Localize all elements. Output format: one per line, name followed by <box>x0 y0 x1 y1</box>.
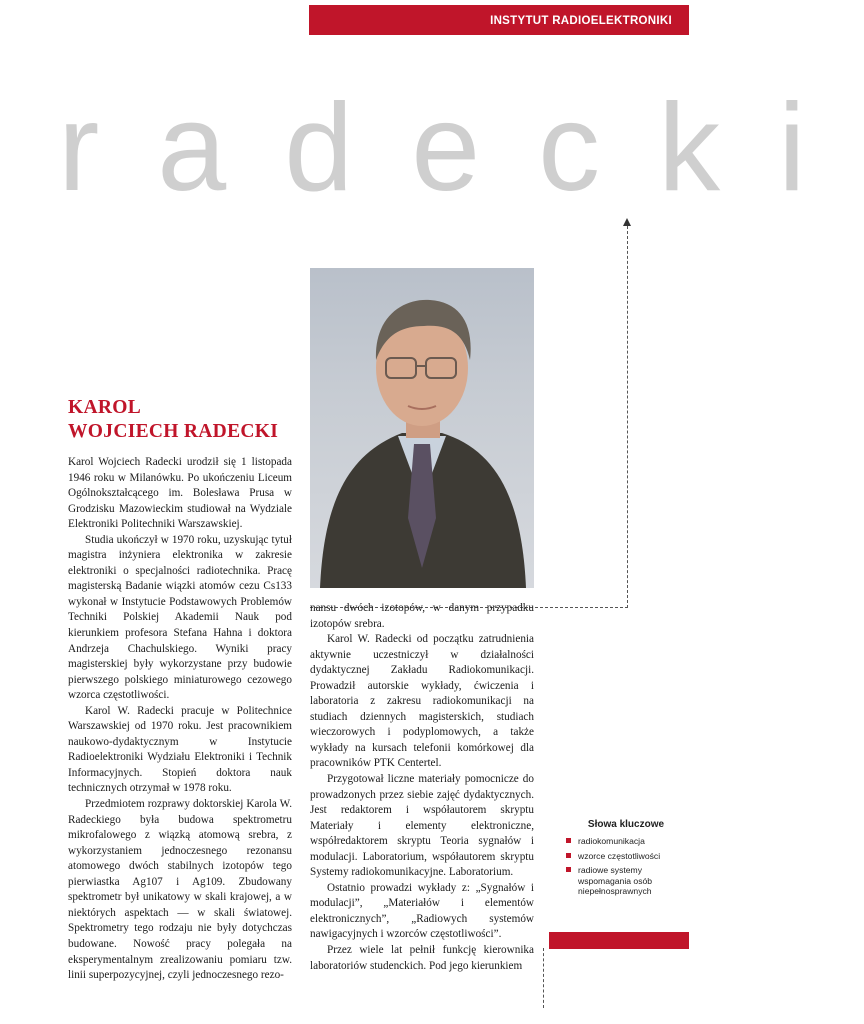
bullet-square-icon <box>566 838 571 843</box>
portrait-photo <box>310 268 534 588</box>
left-text-column <box>68 455 292 984</box>
paragraph: Karol W. Radecki od początku zatrudnienia aktywnie uczestniczył w działalności dydaktycznej Zakładu Radiokomunikacji. Prowadził autorskie wykłady, ćwiczenia i laboratoria z zakresu radiokomunikacji na studiach dziennych magisterskich, studiach wieczorowych i podyplomowych, a także wykłady na kursach telefonii komórkowej dla pracowników PTK Centertel. <box>310 633 534 770</box>
arrow-up-icon <box>623 218 631 226</box>
dashed-guide-bottom <box>543 948 544 1008</box>
institute-header-bar <box>309 5 689 35</box>
institute-label: INSTYTUT RADIOELEKTRONIKI <box>490 15 672 27</box>
keyword-text: radiokomunikacja <box>578 836 645 847</box>
surname-banner: radecki <box>58 79 864 217</box>
keyword-item <box>566 851 686 861</box>
paragraph: Przez wiele lat pełnił funkcję kierownika laboratoriów studenckich. Pod jego kierunkiem <box>310 944 534 972</box>
paragraph: Przygotował liczne materiały pomocnicze do prowadzonych przez siebie zajęć dydaktycznych. Jest redaktorem i współautorem skryptu Materiały i elementy elektroniczne, współredaktorem skryptu Teoria sygnałów i modulacji. Laboratorium, współautorem skryptu Systemy radiokomunikacyjne. Laboratorium. <box>310 773 534 879</box>
bullet-square-icon <box>566 853 571 858</box>
keyword-text: radiowe systemy wspomagania osób niepełnosprawnych <box>578 865 653 897</box>
paragraph: Studia ukończył w 1970 roku, uzyskując tytuł magistra inżyniera elektronika w zakresie elektroniki o specjalności radiotechnika. Pracę magisterską Badanie wiązki atomów cezu Cs133 wykonał w Instytucie Podstawowych Problemów Techniki Polskiej Akademii Nauk pod kierunkiem profesora Stefana Hahna i doktora Andrzeja Chachulskiego. Wyniki pracy magisterskiej były wykorzystane przy budowie pierwszego polskiego miniaturowego cezowego wzorca częstotliwości. <box>68 533 292 702</box>
keyword-item <box>566 865 686 896</box>
heading-line-2: WOJCIECH RADECKI <box>68 421 279 442</box>
footer-accent-bar <box>549 932 689 949</box>
right-text-column <box>310 601 534 974</box>
keywords-box <box>566 820 686 900</box>
person-name-heading <box>68 396 308 444</box>
portrait-illustration <box>310 268 534 588</box>
keywords-title: Słowa kluczowe <box>587 819 665 830</box>
bullet-square-icon <box>566 867 571 872</box>
paragraph: Karol Wojciech Radecki urodził się 1 listopada 1946 roku w Milanówku. Po ukończeniu Liceum Ogólnokształcącego im. Bolesława Prusa w Grodzisku Mazowieckim studiował na Wydziale Elektroniki Politechniki Warszawskiej. <box>68 456 292 531</box>
keyword-text: wzorce częstotliwości <box>578 850 661 861</box>
paragraph: Karol W. Radecki pracuje w Politechnice Warszawskiej od 1970 roku. Jest pracownikiem naukowo-dydaktycznym w Instytucie Radioelektroniki Wydziału Elektroniki i Technik Informacyjnych. Stopień doktora nauk technicznych otrzymał w 1978 roku. <box>68 704 292 795</box>
paragraph: Przedmiotem rozprawy doktorskiej Karola W. Radeckiego była budowa spektrometru mikrofalowego z wiązką atomową srebra, z wykorzystaniem jednoczesnego rezonansu atomowego dwóch stabilnych izotopów tego pierwiastka Ag107 i Ag109. Zbudowany spektrometr był unikatowy w skali krajowej, a w niektórych aspektach — w skali światowej. Spektrometry tego rodzaju nie były dotychczas budowane. Nowość pracy polegała na eksperymentalnym zrealizowaniu pomiaru tzw. linii superpozycyjnej, czyli jednoczesnego rezo- <box>68 798 292 982</box>
heading-line-1: KAROL <box>68 397 142 418</box>
paragraph: nansu dwóch izotopów, w danym przypadku izotopów srebra. <box>310 602 534 630</box>
paragraph: Ostatnio prowadzi wykłady z: „Sygnałów i modulacji”, „Materiałów i elementów elektronicznych”, „Radiowych systemów nawigacyjnych i wzorców częstotliwości”. <box>310 881 534 941</box>
keyword-item <box>566 836 686 846</box>
dashed-guide-vertical <box>627 226 628 608</box>
